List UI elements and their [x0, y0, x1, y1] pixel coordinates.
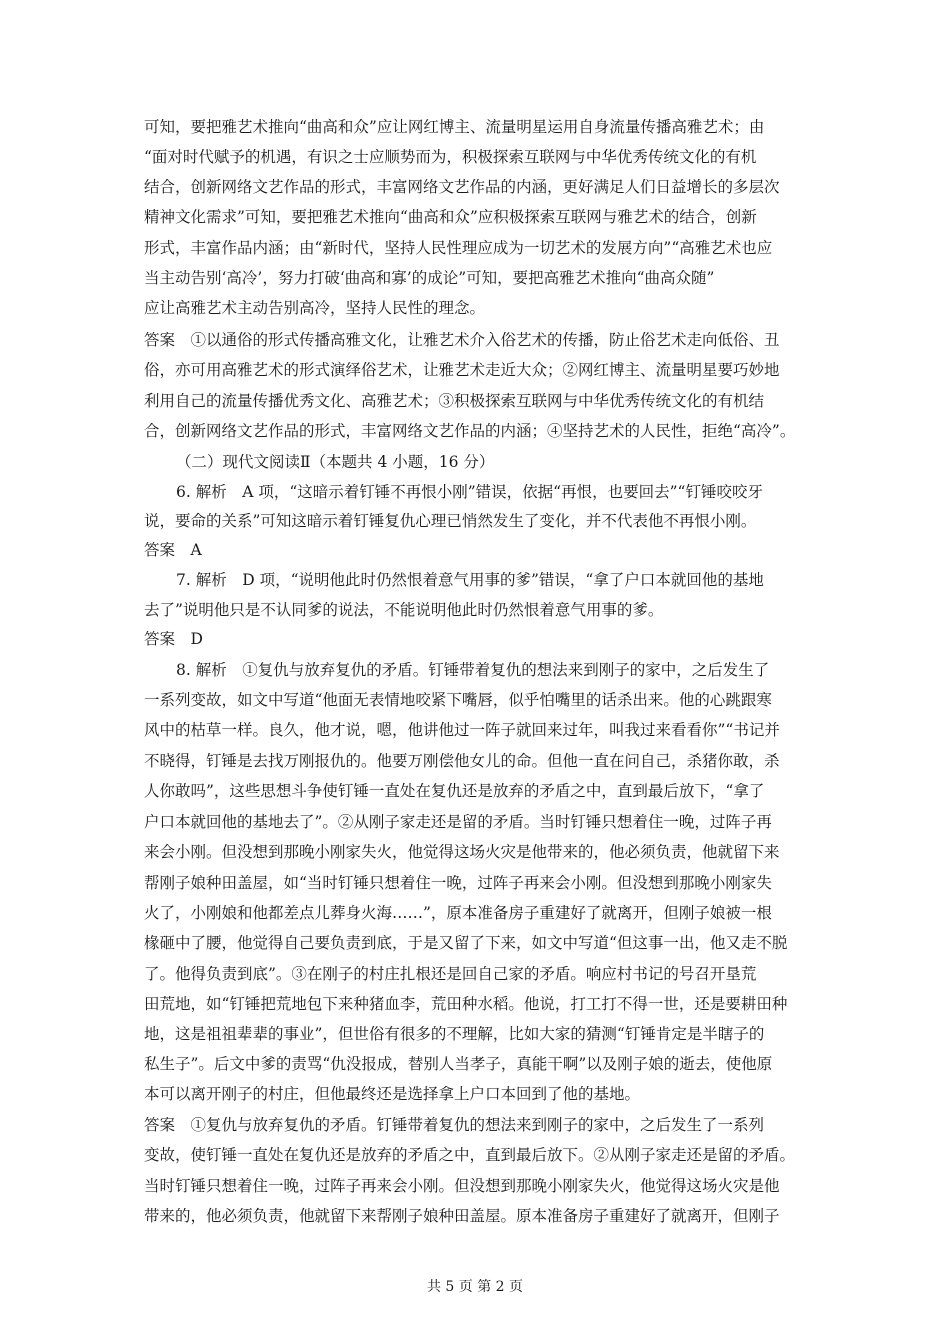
text-line: 结合，创新网络文艺作品的形式，丰富网络文艺作品的内涵，更好满足人们日益增长的多层次 — [144, 178, 780, 196]
page-number-footer: 共 5 页 第 2 页 — [426, 1279, 524, 1295]
text-line: 说，要命的关系”可知这暗示着钉锤复仇心理已悄然发生了变化，并不代表他不再恨小刚。 — [144, 512, 757, 530]
text-line: 户口本就回他的基地去了”。②从刚子家走还是留的矛盾。当时钉锤只想着住一晚，过阵子再 — [144, 813, 772, 831]
text-line: 帮刚子娘种田盖屋，如“当时钉锤只想着住一晚，过阵子再来会小刚。但没想到那晚小刚家失 — [144, 874, 772, 892]
text-line: 形式，丰富作品内涵；由“新时代，坚持人民性理应成为一切艺术的发展方向”“高雅艺术也应 — [144, 239, 773, 257]
text-line: 了。他得负责到底”。③在刚子的村庄扎根还是回自己家的矛盾。响应村书记的号召开垦荒 — [144, 965, 757, 983]
analysis-line: 8. 解析 ①复仇与放弃复仇的矛盾。钉锤带着复仇的想法来到刚子的家中，之后发生了 — [176, 661, 770, 679]
text-line: 火了，小刚娘和他都差点儿葬身火海……”，原本准备房子重建好了就离开，但刚子娘被一根 — [144, 904, 772, 922]
section-heading: （二）现代文阅读Ⅱ（本题共 4 小题，16 分） — [176, 453, 495, 471]
text-line: 一系列变故，如文中写道“他面无表情地咬紧下嘴唇，似乎怕嘴里的话杀出来。他的心跳跟寒 — [144, 691, 772, 709]
text-line: 人你敢吗”，这些思想斗争使钉锤一直处在复仇还是放弃的矛盾之中，直到最后放下，“拿了 — [144, 782, 765, 800]
analysis-line: 6. 解析 A 项，“这暗示着钉锤不再恨小刚”错误，依据“再恨，也要回去”“钉锤咬咬牙 — [176, 483, 763, 501]
text-line: 椽砸中了腰，他觉得自己要负责到底，于是又留了下来，如文中写道“但这事一出，他又走不脱 — [144, 934, 788, 952]
text-line: 田荒地，如“钉锤把荒地包下来种猪血李，荒田种水稻。他说，打工打不得一世，还是要耕田种 — [144, 995, 788, 1013]
text-line: 精神文化需求”可知，要把雅艺术推向“曲高和众”应积极探索互联网与雅艺术的结合，创新 — [144, 208, 757, 226]
text-line: 来会小刚。但没想到那晚小刚家失火，他觉得这场火灾是他带来的，他必须负责，他就留下来 — [144, 843, 780, 861]
text-line: 变故，使钉锤一直处在复仇还是放弃的矛盾之中，直到最后放下。②从刚子家走还是留的矛盾。 — [144, 1146, 796, 1164]
text-line: “面对时代赋予的机遇，有识之士应顺势而为，积极探索互联网与中华优秀传统文化的有机 — [144, 148, 757, 166]
text-line: 风中的枯草一样。良久，他才说，嗯，他讲他过一阵子就回来过年，叫我过来看看你”“书记并 — [144, 721, 780, 739]
text-line: 私生子”。后文中爹的责骂“仇没报成，替别人当孝子，真能干啊”以及刚子娘的逝去，使他原 — [144, 1055, 773, 1073]
analysis-line: 7. 解析 D 项，“说明他此时仍然恨着意气用事的爹”错误，“拿了户口本就回他的基地 — [176, 571, 764, 589]
answer-line: 答案 ①复仇与放弃复仇的矛盾。钉锤带着复仇的想法来到刚子的家中，之后发生了一系列 — [144, 1116, 765, 1134]
text-line: 不晓得，钉锤是去找万刚报仇的。他要万刚偿他女儿的命。但他一直在问自己，杀猪你敢，杀 — [144, 752, 780, 770]
text-line: 当时钉锤只想着住一晚，过阵子再来会小刚。但没想到那晚小刚家失火，他觉得这场火灾是他 — [144, 1177, 780, 1195]
answer-line: 答案 D — [144, 630, 203, 648]
text-line: 地，这是祖祖辈辈的事业”，但世俗有很多的不理解，比如大家的猜测“钉锤肯定是半瞎子的 — [144, 1025, 765, 1043]
text-line: 俗，亦可用高雅艺术的形式演绎俗艺术，让雅艺术走近大众；②网红博主、流量明星要巧妙地 — [144, 361, 780, 379]
answer-line: 答案 A — [144, 541, 202, 559]
answer-line: 答案 ①以通俗的形式传播高雅文化，让雅艺术介入俗艺术的传播，防止俗艺术走向低俗、丑 — [144, 331, 780, 349]
text-line: 本可以离开刚子的村庄，但他最终还是选择拿上户口本回到了他的基地。 — [144, 1085, 641, 1103]
text-line: 当主动告别‘高冷’，努力打破‘曲高和寡’的成论”可知，要把高雅艺术推向“曲高众随” — [144, 269, 715, 287]
text-line: 应让高雅艺术主动告别高冷，坚持人民性的理念。 — [144, 299, 486, 317]
text-line: 可知，要把雅艺术推向“曲高和众”应让网红博主、流量明星运用自身流量传播高雅艺术；由 — [144, 118, 765, 136]
text-line: 去了”说明他只是不认同爹的说法，不能说明他此时仍然恨着意气用事的爹。 — [144, 601, 664, 619]
text-line: 利用自己的流量传播优秀文化、高雅艺术；③积极探索互联网与中华优秀传统文化的有机结 — [144, 392, 765, 410]
text-line: 带来的，他必须负责，他就留下来帮刚子娘种田盖屋。原本准备房子重建好了就离开，但刚子 — [144, 1207, 780, 1225]
text-line: 合，创新网络文艺作品的形式，丰富网络文艺作品的内涵；④坚持艺术的人民性，拒绝“高冷”。 — [144, 422, 796, 440]
